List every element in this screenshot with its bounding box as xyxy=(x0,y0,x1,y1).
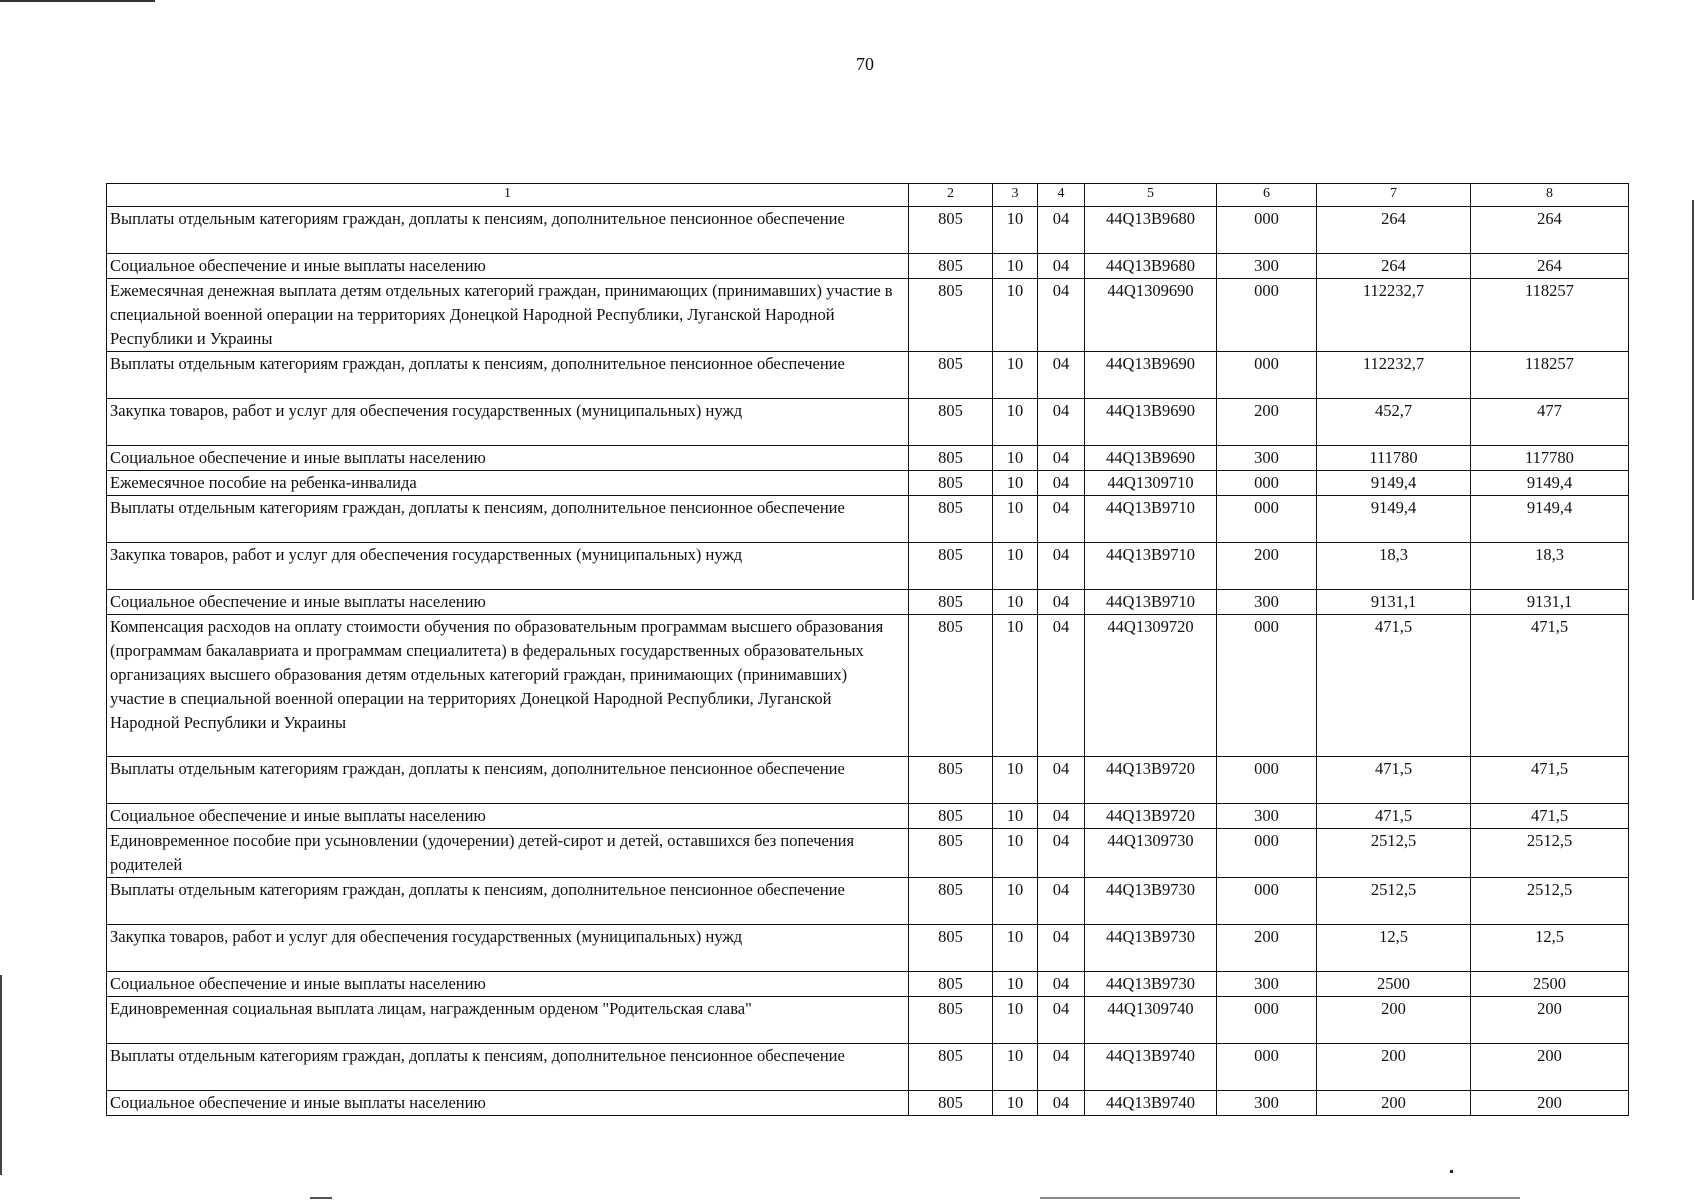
amount-col7: 200 xyxy=(1317,1091,1471,1116)
subsection-code: 04 xyxy=(1038,878,1085,925)
scan-edge-mark xyxy=(310,1197,332,1199)
amount-col7: 264 xyxy=(1317,207,1471,254)
amount-col7: 12,5 xyxy=(1317,925,1471,972)
section-code: 10 xyxy=(993,446,1038,471)
target-article-code: 44Q13B9740 xyxy=(1085,1091,1217,1116)
amount-col7: 471,5 xyxy=(1317,757,1471,804)
amount-col7: 200 xyxy=(1317,1044,1471,1091)
amount-col8: 471,5 xyxy=(1471,757,1629,804)
table-row xyxy=(107,1044,1629,1091)
target-article-code: 44Q13B9690 xyxy=(1085,446,1217,471)
column-header: 7 xyxy=(1317,184,1471,207)
table-row xyxy=(107,543,1629,590)
ministry-code: 805 xyxy=(909,1091,993,1116)
amount-col7: 112232,7 xyxy=(1317,352,1471,399)
expense-type-code: 000 xyxy=(1217,757,1317,804)
amount-col8: 118257 xyxy=(1471,279,1629,352)
subsection-code: 04 xyxy=(1038,254,1085,279)
table-header-row xyxy=(107,184,1629,207)
amount-col8: 9131,1 xyxy=(1471,590,1629,615)
amount-col8: 18,3 xyxy=(1471,543,1629,590)
table-body xyxy=(107,207,1629,1116)
amount-col7: 9131,1 xyxy=(1317,590,1471,615)
subsection-code: 04 xyxy=(1038,352,1085,399)
budget-line-name: Социальное обеспечение и иные выплаты населению xyxy=(107,804,909,829)
ministry-code: 805 xyxy=(909,543,993,590)
amount-col7: 2512,5 xyxy=(1317,878,1471,925)
subsection-code: 04 xyxy=(1038,829,1085,878)
amount-col8: 12,5 xyxy=(1471,925,1629,972)
target-article-code: 44Q1309710 xyxy=(1085,471,1217,496)
ministry-code: 805 xyxy=(909,446,993,471)
table-row xyxy=(107,878,1629,925)
amount-col8: 200 xyxy=(1471,1091,1629,1116)
expense-type-code: 200 xyxy=(1217,543,1317,590)
expense-type-code: 300 xyxy=(1217,590,1317,615)
column-header: 5 xyxy=(1085,184,1217,207)
scan-edge-mark xyxy=(0,0,155,2)
budget-line-name: Закупка товаров, работ и услуг для обеспечения государственных (муниципальных) нужд xyxy=(107,399,909,446)
target-article-code: 44Q13B9730 xyxy=(1085,878,1217,925)
subsection-code: 04 xyxy=(1038,804,1085,829)
target-article-code: 44Q13B9680 xyxy=(1085,254,1217,279)
budget-line-name: Единовременное пособие при усыновлении (удочерении) детей-сирот и детей, оставшихся без попечения родителей xyxy=(107,829,909,878)
subsection-code: 04 xyxy=(1038,757,1085,804)
section-code: 10 xyxy=(993,878,1038,925)
amount-col8: 471,5 xyxy=(1471,804,1629,829)
amount-col7: 9149,4 xyxy=(1317,496,1471,543)
ministry-code: 805 xyxy=(909,972,993,997)
target-article-code: 44Q13B9720 xyxy=(1085,757,1217,804)
amount-col8: 9149,4 xyxy=(1471,496,1629,543)
scan-edge-shadow xyxy=(1692,200,1694,600)
amount-col7: 18,3 xyxy=(1317,543,1471,590)
target-article-code: 44Q13B9690 xyxy=(1085,352,1217,399)
target-article-code: 44Q13B9710 xyxy=(1085,543,1217,590)
section-code: 10 xyxy=(993,207,1038,254)
budget-line-name: Единовременная социальная выплата лицам, награжденным орденом "Родительская слава" xyxy=(107,997,909,1044)
table-row xyxy=(107,399,1629,446)
column-header: 4 xyxy=(1038,184,1085,207)
section-code: 10 xyxy=(993,804,1038,829)
expense-type-code: 300 xyxy=(1217,446,1317,471)
amount-col7: 264 xyxy=(1317,254,1471,279)
subsection-code: 04 xyxy=(1038,615,1085,757)
budget-line-name: Ежемесячная денежная выплата детям отдельных категорий граждан, принимающих (принимавших) участие в специальной военной операции на территориях Донецкой Народной Республики, Луганской Народной Республики и Украины xyxy=(107,279,909,352)
budget-line-name: Выплаты отдельным категориям граждан, доплаты к пенсиям, дополнительное пенсионное обеспечение xyxy=(107,878,909,925)
amount-col7: 111780 xyxy=(1317,446,1471,471)
section-code: 10 xyxy=(993,543,1038,590)
ministry-code: 805 xyxy=(909,496,993,543)
budget-line-name: Социальное обеспечение и иные выплаты населению xyxy=(107,1091,909,1116)
subsection-code: 04 xyxy=(1038,446,1085,471)
table-row xyxy=(107,471,1629,496)
subsection-code: 04 xyxy=(1038,279,1085,352)
section-code: 10 xyxy=(993,757,1038,804)
ministry-code: 805 xyxy=(909,471,993,496)
table-row xyxy=(107,496,1629,543)
section-code: 10 xyxy=(993,972,1038,997)
section-code: 10 xyxy=(993,997,1038,1044)
target-article-code: 44Q13B9730 xyxy=(1085,925,1217,972)
table-row xyxy=(107,590,1629,615)
section-code: 10 xyxy=(993,279,1038,352)
column-header: 8 xyxy=(1471,184,1629,207)
amount-col7: 471,5 xyxy=(1317,804,1471,829)
ministry-code: 805 xyxy=(909,352,993,399)
section-code: 10 xyxy=(993,1044,1038,1091)
expense-type-code: 300 xyxy=(1217,804,1317,829)
ministry-code: 805 xyxy=(909,925,993,972)
table-row xyxy=(107,757,1629,804)
table-row xyxy=(107,279,1629,352)
target-article-code: 44Q13B9720 xyxy=(1085,804,1217,829)
amount-col7: 2512,5 xyxy=(1317,829,1471,878)
target-article-code: 44Q1309730 xyxy=(1085,829,1217,878)
budget-line-name: Социальное обеспечение и иные выплаты населению xyxy=(107,254,909,279)
amount-col8: 117780 xyxy=(1471,446,1629,471)
target-article-code: 44Q13B9710 xyxy=(1085,496,1217,543)
amount-col8: 9149,4 xyxy=(1471,471,1629,496)
budget-table xyxy=(106,183,1629,1116)
ministry-code: 805 xyxy=(909,254,993,279)
expense-type-code: 000 xyxy=(1217,878,1317,925)
amount-col7: 200 xyxy=(1317,997,1471,1044)
budget-line-name: Социальное обеспечение и иные выплаты населению xyxy=(107,590,909,615)
subsection-code: 04 xyxy=(1038,972,1085,997)
subsection-code: 04 xyxy=(1038,925,1085,972)
table-row xyxy=(107,446,1629,471)
target-article-code: 44Q13B9740 xyxy=(1085,1044,1217,1091)
table-row xyxy=(107,972,1629,997)
ministry-code: 805 xyxy=(909,878,993,925)
ministry-code: 805 xyxy=(909,997,993,1044)
budget-line-name: Социальное обеспечение и иные выплаты населению xyxy=(107,446,909,471)
amount-col8: 264 xyxy=(1471,254,1629,279)
ministry-code: 805 xyxy=(909,399,993,446)
subsection-code: 04 xyxy=(1038,399,1085,446)
scan-edge-shadow xyxy=(0,975,2,1175)
subsection-code: 04 xyxy=(1038,997,1085,1044)
table-row xyxy=(107,1091,1629,1116)
ministry-code: 805 xyxy=(909,279,993,352)
amount-col8: 200 xyxy=(1471,997,1629,1044)
budget-line-name: Закупка товаров, работ и услуг для обеспечения государственных (муниципальных) нужд xyxy=(107,925,909,972)
amount-col8: 118257 xyxy=(1471,352,1629,399)
target-article-code: 44Q13B9710 xyxy=(1085,590,1217,615)
section-code: 10 xyxy=(993,352,1038,399)
budget-line-name: Выплаты отдельным категориям граждан, доплаты к пенсиям, дополнительное пенсионное обеспечение xyxy=(107,757,909,804)
expense-type-code: 200 xyxy=(1217,925,1317,972)
table-row xyxy=(107,804,1629,829)
ministry-code: 805 xyxy=(909,1044,993,1091)
scan-speck xyxy=(1450,1170,1453,1173)
target-article-code: 44Q13B9690 xyxy=(1085,399,1217,446)
expense-type-code: 000 xyxy=(1217,615,1317,757)
section-code: 10 xyxy=(993,496,1038,543)
subsection-code: 04 xyxy=(1038,1044,1085,1091)
column-header: 3 xyxy=(993,184,1038,207)
budget-line-name: Компенсация расходов на оплату стоимости обучения по образовательным программам высшего образования (программам бакалавриата и программам специалитета) в федеральных государственных образовательных организациях высшего образования детям отдельных категорий граждан, принимающих (принимавших) участие в специальной военной операции на территориях Донецкой Народной Республики, Луганской Народной Республики и Украины xyxy=(107,615,909,757)
amount-col8: 200 xyxy=(1471,1044,1629,1091)
section-code: 10 xyxy=(993,590,1038,615)
expense-type-code: 300 xyxy=(1217,1091,1317,1116)
subsection-code: 04 xyxy=(1038,590,1085,615)
column-header: 1 xyxy=(107,184,909,207)
expense-type-code: 000 xyxy=(1217,279,1317,352)
budget-line-name: Выплаты отдельным категориям граждан, доплаты к пенсиям, дополнительное пенсионное обеспечение xyxy=(107,1044,909,1091)
amount-col8: 471,5 xyxy=(1471,615,1629,757)
target-article-code: 44Q1309740 xyxy=(1085,997,1217,1044)
section-code: 10 xyxy=(993,829,1038,878)
expense-type-code: 000 xyxy=(1217,1044,1317,1091)
budget-line-name: Выплаты отдельным категориям граждан, доплаты к пенсиям, дополнительное пенсионное обеспечение xyxy=(107,352,909,399)
section-code: 10 xyxy=(993,399,1038,446)
amount-col8: 2500 xyxy=(1471,972,1629,997)
amount-col8: 264 xyxy=(1471,207,1629,254)
budget-line-name: Выплаты отдельным категориям граждан, доплаты к пенсиям, дополнительное пенсионное обеспечение xyxy=(107,207,909,254)
budget-line-name: Ежемесячное пособие на ребенка-инвалида xyxy=(107,471,909,496)
scan-edge-mark xyxy=(1040,1197,1520,1199)
ministry-code: 805 xyxy=(909,207,993,254)
ministry-code: 805 xyxy=(909,804,993,829)
amount-col7: 452,7 xyxy=(1317,399,1471,446)
target-article-code: 44Q13B9730 xyxy=(1085,972,1217,997)
target-article-code: 44Q13B9680 xyxy=(1085,207,1217,254)
subsection-code: 04 xyxy=(1038,543,1085,590)
subsection-code: 04 xyxy=(1038,207,1085,254)
expense-type-code: 000 xyxy=(1217,496,1317,543)
ministry-code: 805 xyxy=(909,757,993,804)
budget-line-name: Социальное обеспечение и иные выплаты населению xyxy=(107,972,909,997)
amount-col7: 112232,7 xyxy=(1317,279,1471,352)
table-row xyxy=(107,615,1629,757)
table-row xyxy=(107,254,1629,279)
target-article-code: 44Q1309690 xyxy=(1085,279,1217,352)
ministry-code: 805 xyxy=(909,829,993,878)
expense-type-code: 000 xyxy=(1217,471,1317,496)
section-code: 10 xyxy=(993,254,1038,279)
expense-type-code: 300 xyxy=(1217,254,1317,279)
section-code: 10 xyxy=(993,1091,1038,1116)
section-code: 10 xyxy=(993,615,1038,757)
table-row xyxy=(107,997,1629,1044)
amount-col8: 2512,5 xyxy=(1471,829,1629,878)
amount-col7: 9149,4 xyxy=(1317,471,1471,496)
table-row xyxy=(107,925,1629,972)
section-code: 10 xyxy=(993,471,1038,496)
expense-type-code: 300 xyxy=(1217,972,1317,997)
subsection-code: 04 xyxy=(1038,1091,1085,1116)
column-header: 6 xyxy=(1217,184,1317,207)
table-row xyxy=(107,352,1629,399)
target-article-code: 44Q1309720 xyxy=(1085,615,1217,757)
expense-type-code: 000 xyxy=(1217,829,1317,878)
amount-col8: 2512,5 xyxy=(1471,878,1629,925)
expense-type-code: 000 xyxy=(1217,352,1317,399)
subsection-code: 04 xyxy=(1038,471,1085,496)
ministry-code: 805 xyxy=(909,590,993,615)
budget-line-name: Закупка товаров, работ и услуг для обеспечения государственных (муниципальных) нужд xyxy=(107,543,909,590)
section-code: 10 xyxy=(993,925,1038,972)
expense-type-code: 200 xyxy=(1217,399,1317,446)
table-row xyxy=(107,207,1629,254)
amount-col7: 471,5 xyxy=(1317,615,1471,757)
amount-col8: 477 xyxy=(1471,399,1629,446)
amount-col7: 2500 xyxy=(1317,972,1471,997)
column-header: 2 xyxy=(909,184,993,207)
ministry-code: 805 xyxy=(909,615,993,757)
page-number: 70 xyxy=(856,54,874,74)
expense-type-code: 000 xyxy=(1217,997,1317,1044)
expense-type-code: 000 xyxy=(1217,207,1317,254)
subsection-code: 04 xyxy=(1038,496,1085,543)
budget-line-name: Выплаты отдельным категориям граждан, доплаты к пенсиям, дополнительное пенсионное обеспечение xyxy=(107,496,909,543)
table-row xyxy=(107,829,1629,878)
